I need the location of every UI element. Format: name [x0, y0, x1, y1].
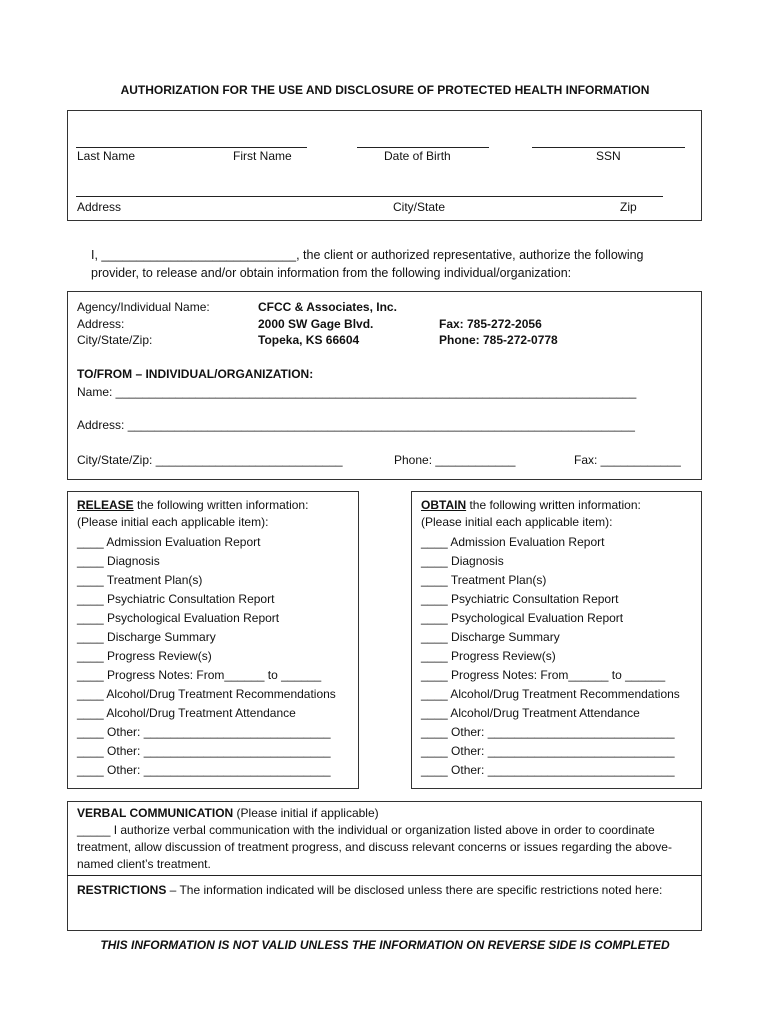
intro-line-2: provider, to release and/or obtain information from the following individual/organization:	[91, 266, 572, 280]
verbal-line-3: named client’s treatment.	[77, 857, 211, 871]
agency-phone: Phone: 785-272-0778	[439, 333, 558, 347]
obtain-item[interactable]: ____ Diagnosis	[421, 554, 504, 568]
last-first-name-line[interactable]	[76, 147, 307, 148]
ssn-label: SSN	[596, 149, 621, 163]
agency-csz-label: City/State/Zip:	[77, 333, 153, 347]
release-heading: RELEASE	[77, 498, 134, 512]
obtain-item[interactable]: ____ Discharge Summary	[421, 630, 560, 644]
obtain-heading-rest: the following written information:	[466, 498, 641, 512]
obtain-subheading: (Please initial each applicable item):	[421, 515, 613, 529]
client-info-box	[67, 110, 702, 221]
obtain-section	[421, 497, 680, 780]
to-from-fax-field[interactable]: Fax: ____________	[574, 453, 681, 467]
obtain-item[interactable]: ____ Psychiatric Consultation Report	[421, 592, 619, 606]
release-item[interactable]: ____ Psychiatric Consultation Report	[77, 592, 275, 606]
address-label: Address	[77, 200, 122, 214]
last-name-label: Last Name	[77, 149, 136, 163]
release-heading-rest: the following written information:	[133, 498, 309, 512]
verbal-line-2: treatment, allow discussion of treatment progress, and discuss relevant concerns or issues regarding the above-	[77, 840, 672, 854]
zip-label: Zip	[620, 200, 637, 214]
release-item[interactable]: ____ Alcohol/Drug Treatment Attendance	[77, 706, 296, 720]
validity-notice: THIS INFORMATION IS NOT VALID UNLESS THE INFORMATION ON REVERSE SIDE IS COMPLETED	[100, 938, 670, 952]
agency-address-value: 2000 SW Gage Blvd.	[258, 317, 374, 331]
to-from-phone-field[interactable]: Phone: ____________	[394, 453, 516, 467]
page-title: AUTHORIZATION FOR THE USE AND DISCLOSURE OF PROTECTED HEALTH INFORMATION	[120, 83, 650, 97]
restrictions-text: – The information indicated will be disclosed unless there are specific restrictions noted here:	[166, 883, 663, 897]
verbal-line-1[interactable]: _____ I authorize verbal communication with the individual or organization listed above in order to coordinate	[77, 823, 655, 837]
restrictions-line	[77, 883, 662, 897]
verbal-heading: VERBAL COMMUNICATION	[77, 806, 234, 820]
release-item[interactable]: ____ Discharge Summary	[77, 630, 216, 644]
release-item[interactable]: ____ Other: ____________________________	[77, 763, 331, 777]
obtain-item[interactable]: ____ Treatment Plan(s)	[421, 573, 547, 587]
to-from-address-field[interactable]: Address: ____________________________________________________________________________	[77, 418, 635, 432]
release-item[interactable]: ____ Progress Notes: From______ to ______	[77, 668, 322, 682]
release-item[interactable]: ____ Other: ____________________________	[77, 725, 331, 739]
address-line[interactable]	[76, 196, 663, 197]
ssn-line[interactable]	[532, 147, 685, 148]
agency-name-label: Agency/Individual Name:	[77, 300, 210, 314]
release-item[interactable]: ____ Alcohol/Drug Treatment Recommendations	[77, 687, 336, 701]
obtain-heading: OBTAIN	[421, 498, 467, 512]
intro-paragraph	[91, 246, 644, 282]
obtain-item[interactable]: ____ Alcohol/Drug Treatment Attendance	[421, 706, 640, 720]
release-section	[77, 497, 336, 780]
verbal-heading-rest: (Please initial if applicable)	[233, 806, 379, 820]
first-name-label: First Name	[233, 149, 292, 163]
to-from-name-field[interactable]: Name: ______________________________________________________________________________	[77, 385, 637, 399]
release-item[interactable]: ____ Psychological Evaluation Report	[77, 611, 280, 625]
to-from-heading: TO/FROM – INDIVIDUAL/ORGANIZATION:	[77, 367, 314, 381]
obtain-item[interactable]: ____ Other: ____________________________	[421, 763, 675, 777]
release-item[interactable]: ____ Admission Evaluation Report	[77, 535, 261, 549]
agency-fax: Fax: 785-272-2056	[439, 317, 542, 331]
obtain-item[interactable]: ____ Other: ____________________________	[421, 744, 675, 758]
agency-name-value: CFCC & Associates, Inc.	[258, 300, 397, 314]
intro-line-1[interactable]: I, ____________________________, the client or authorized representative, authorize the following	[91, 248, 644, 262]
release-item[interactable]: ____ Progress Review(s)	[77, 649, 212, 663]
agency-csz-value: Topeka, KS 66604	[258, 333, 360, 347]
obtain-item[interactable]: ____ Alcohol/Drug Treatment Recommendations	[421, 687, 680, 701]
release-item[interactable]: ____ Other: ____________________________	[77, 744, 331, 758]
obtain-item[interactable]: ____ Psychological Evaluation Report	[421, 611, 624, 625]
city-state-label: City/State	[393, 200, 446, 214]
dob-label: Date of Birth	[384, 149, 451, 163]
release-item[interactable]: ____ Diagnosis	[77, 554, 160, 568]
obtain-item[interactable]: ____ Admission Evaluation Report	[421, 535, 605, 549]
to-from-csz-field[interactable]: City/State/Zip: ____________________________	[77, 453, 343, 467]
verbal-restrictions-divider	[67, 875, 702, 876]
release-subheading: (Please initial each applicable item):	[77, 515, 269, 529]
release-item[interactable]: ____ Treatment Plan(s)	[77, 573, 203, 587]
restrictions-heading: RESTRICTIONS	[77, 883, 167, 897]
obtain-item[interactable]: ____ Other: ____________________________	[421, 725, 675, 739]
verbal-heading-line	[77, 806, 379, 820]
agency-address-label: Address:	[77, 317, 125, 331]
obtain-item[interactable]: ____ Progress Notes: From______ to ______	[421, 668, 666, 682]
obtain-item[interactable]: ____ Progress Review(s)	[421, 649, 556, 663]
dob-line[interactable]	[357, 147, 489, 148]
